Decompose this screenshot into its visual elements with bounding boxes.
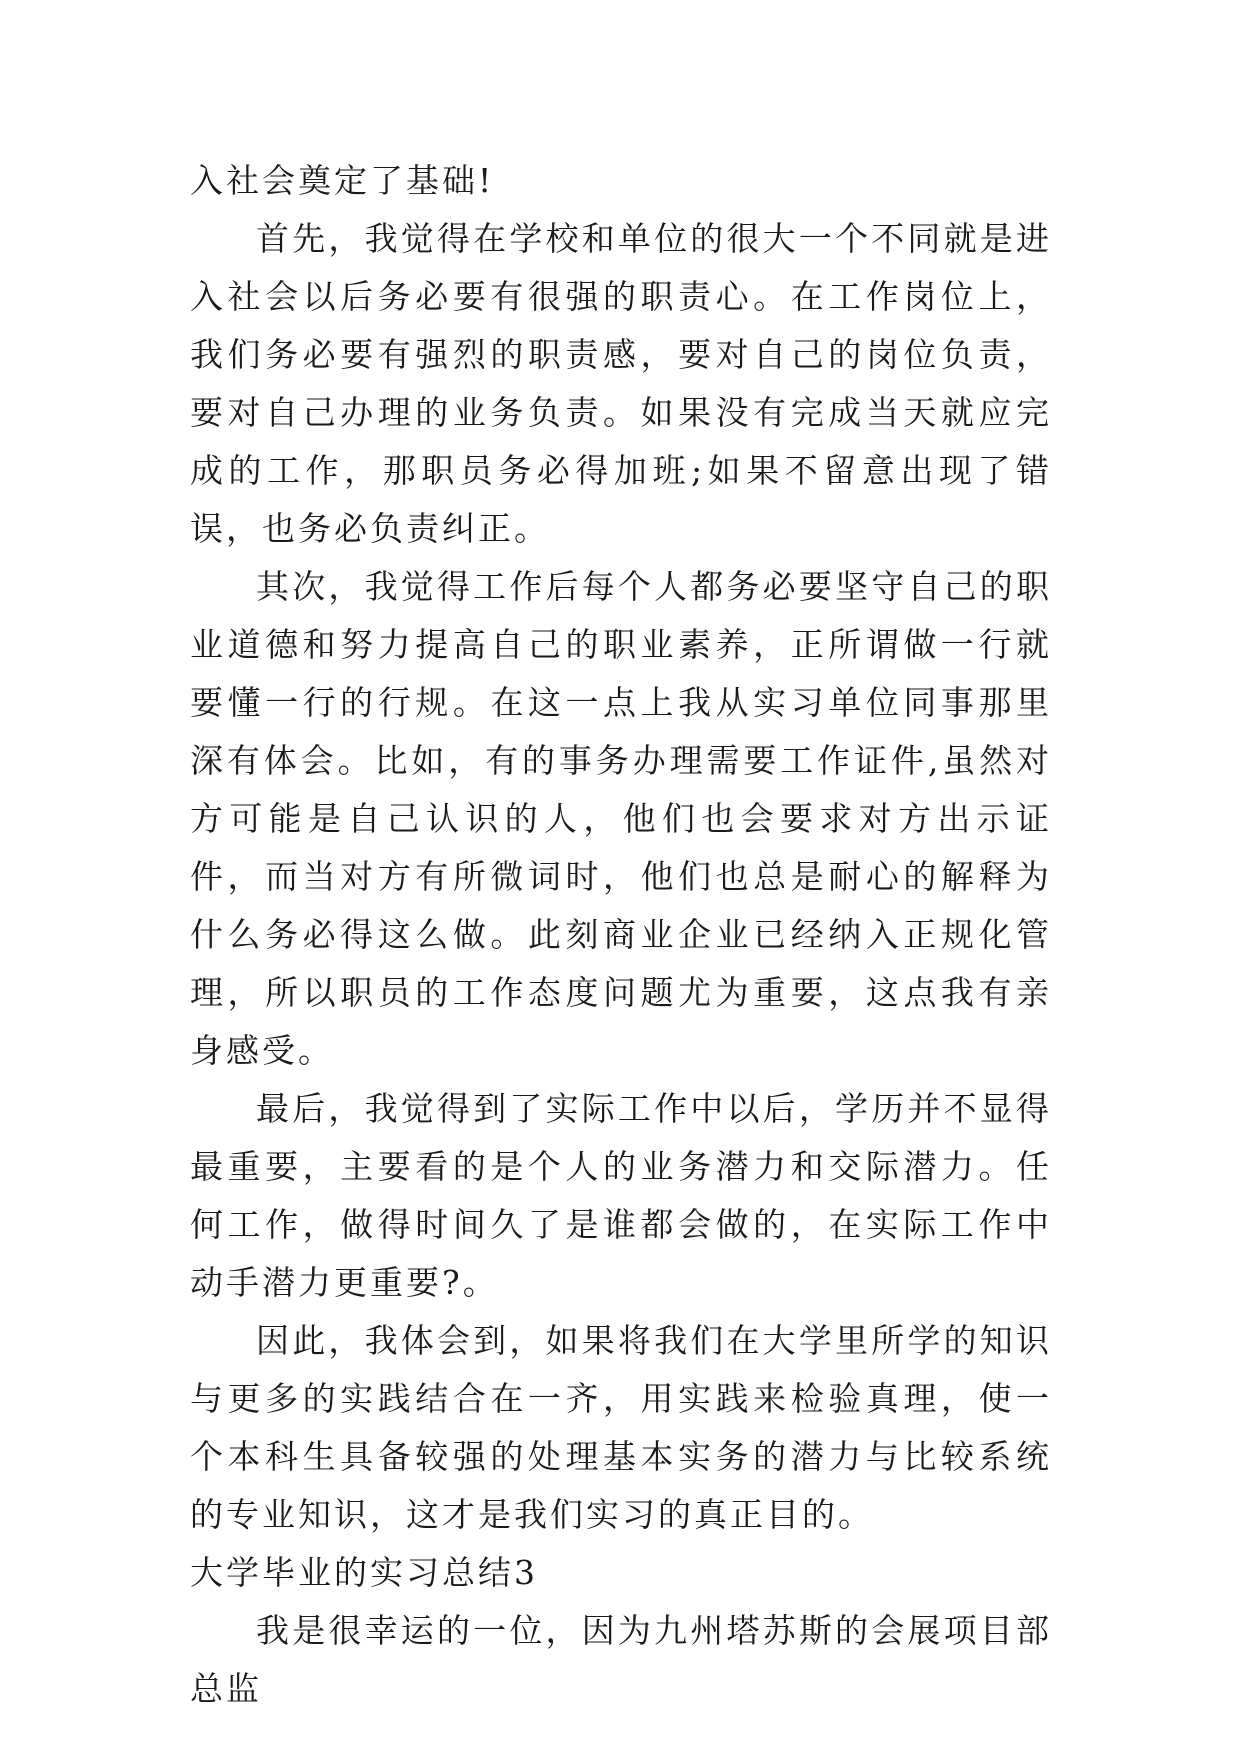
paragraph-conclusion: 因此，我体会到，如果将我们在大学里所学的知识与更多的实践结合在一齐，用实践来检验真理，使一个本科生具备较强的处理基本实务的潜力与比较系统的专业知识，这才是我们实习的真正目的。 [190, 1321, 1052, 1534]
paragraph-responsibility: 首先，我觉得在学校和单位的很大一个不同就是进入社会以后务必要有很强的职责心。在工作岗位上，我们务必要有强烈的职责感，要对自己的岗位负责，要对自己办理的业务负责。如果没有完成当天就应完成的工作，那职员务必得加班;如果不留意出现了错误，也务必负责纠正。 [190, 219, 1052, 548]
paragraph-ability: 最后，我觉得到了实际工作中以后，学历并不显得最重要，主要看的是个人的业务潜力和交际潜力。任何工作，做得时间久了是谁都会做的，在实际工作中动手潜力更重要?。 [190, 1089, 1052, 1302]
paragraph-continuation: 入社会奠定了基础! [190, 161, 495, 200]
section-heading: 大学毕业的实习总结3 [190, 1553, 538, 1592]
document-body [190, 152, 1052, 1718]
paragraph-intro: 我是很幸运的一位，因为九州塔苏斯的会展项目部总监 [190, 1611, 1052, 1708]
paragraph-professional-ethics: 其次，我觉得工作后每个人都务必要坚守自己的职业道德和努力提高自己的职业素养，正所谓做一行就要懂一行的行规。在这一点上我从实习单位同事那里深有体会。比如，有的事务办理需要工作证件,虽然对方可能是自己认识的人，他们也会要求对方出示证件，而当对方有所微词时，他们也总是耐心的解释为什么务必得这么做。此刻商业企业已经纳入正规化管理，所以职员的工作态度问题尤为重要，这点我有亲身感受。 [190, 567, 1052, 1070]
